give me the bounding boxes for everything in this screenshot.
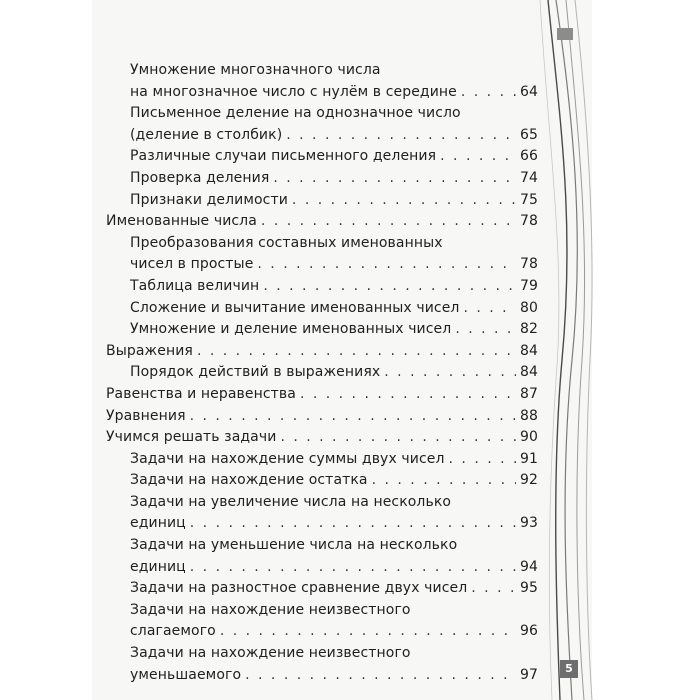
toc-label: чисел в простые (130, 256, 254, 273)
toc-page-number: 88 (519, 407, 538, 424)
toc-page-number: 80 (519, 299, 538, 316)
toc-entry (106, 211, 538, 233)
toc-line (106, 341, 538, 363)
toc-page-number: 97 (519, 666, 538, 683)
toc-line (106, 470, 538, 492)
toc-line (106, 298, 538, 320)
toc-page-number: 95 (519, 580, 538, 597)
toc-label: Задачи на уменьшение числа на несколько (130, 537, 458, 554)
toc-entry (106, 103, 538, 146)
toc-line (106, 643, 538, 665)
toc-entry (106, 384, 538, 406)
toc-line (106, 190, 538, 212)
toc-entry (106, 168, 538, 190)
toc-entry (106, 276, 538, 298)
toc-label: слагаемого (130, 623, 216, 640)
toc-label: Признаки делимости (130, 191, 288, 208)
toc-line (106, 427, 538, 449)
toc-label: Умножение многозначного числа (130, 62, 381, 78)
toc-leader-dots (461, 82, 516, 104)
toc-line (106, 600, 538, 622)
toc-page-number: 64 (519, 83, 538, 100)
toc-page-number: 92 (519, 472, 538, 489)
toc-page-number: 82 (519, 321, 538, 338)
toc-entry (106, 341, 538, 363)
toc-line (106, 665, 538, 687)
toc-entry (106, 362, 538, 384)
toc-label: уменьшаемого (130, 666, 242, 683)
toc-entry (106, 190, 538, 212)
toc-label: Учимся решать задачи (106, 429, 277, 446)
toc-line (106, 254, 538, 276)
toc-page-number: 74 (519, 169, 538, 186)
toc-page-number: 87 (519, 385, 538, 402)
toc-page-number: 96 (519, 623, 538, 640)
toc-label: Задачи на увеличение числа на несколько (130, 493, 452, 510)
toc-leader-dots (286, 125, 516, 147)
toc-label: единиц (130, 558, 186, 575)
toc-label: Именованные числа (106, 213, 257, 230)
toc-line (106, 125, 538, 147)
toc-leader-dots (455, 319, 516, 341)
toc-page-number: 84 (519, 342, 538, 359)
corner-tab (557, 28, 573, 40)
toc-page-number: 65 (519, 126, 538, 143)
toc-entry (106, 146, 538, 168)
toc-label: Задачи на нахождение суммы двух чисел (130, 450, 445, 467)
toc-line (106, 384, 538, 406)
toc-page-number: 93 (519, 515, 538, 532)
toc-label: Выражения (106, 342, 193, 359)
toc-line (106, 82, 538, 104)
toc-leader-dots (220, 621, 516, 643)
toc-leader-dots (190, 557, 516, 579)
toc-entry (106, 298, 538, 320)
toc-line (106, 233, 538, 255)
toc-page-number: 79 (519, 277, 538, 294)
toc-leader-dots (257, 254, 516, 276)
toc-leader-dots (463, 298, 516, 320)
toc-label: (деление в столбик) (130, 126, 283, 143)
toc-label: Задачи на нахождение неизвестного (130, 645, 411, 662)
toc-line (106, 449, 538, 471)
toc-label: Уравнения (106, 407, 186, 424)
toc-leader-dots (245, 665, 516, 687)
toc-page-number: 78 (519, 213, 538, 230)
toc-label: единиц (130, 515, 186, 532)
toc-line (106, 362, 538, 384)
toc-leader-dots (190, 406, 516, 428)
toc-page-number: 91 (519, 450, 538, 467)
toc-label: Сложение и вычитание именованных чисел (130, 299, 460, 316)
toc-page-number: 66 (519, 148, 538, 165)
toc-leader-dots (449, 449, 516, 471)
toc-page-number: 94 (519, 558, 538, 575)
toc-entry (106, 643, 538, 686)
toc-entry (106, 535, 538, 578)
toc-line (106, 406, 538, 428)
toc-entry (106, 60, 538, 103)
table-of-contents (106, 60, 538, 686)
toc-page-number: 78 (519, 256, 538, 273)
toc-line (106, 535, 538, 557)
toc-entry (106, 578, 538, 600)
toc-line (106, 578, 538, 600)
toc-leader-dots (384, 362, 516, 384)
toc-label: Задачи на нахождение неизвестного (130, 601, 411, 618)
toc-leader-dots (190, 513, 516, 535)
toc-line (106, 60, 538, 82)
toc-entry (106, 600, 538, 643)
toc-entry (106, 233, 538, 276)
toc-leader-dots (273, 168, 516, 190)
toc-line (106, 557, 538, 579)
toc-leader-dots (197, 341, 516, 363)
toc-line (106, 513, 538, 535)
toc-entry (106, 449, 538, 471)
toc-line (106, 492, 538, 514)
toc-label: на многозначное число с нулём в середине (130, 83, 457, 100)
toc-line (106, 103, 538, 125)
toc-leader-dots (471, 578, 516, 600)
toc-line (106, 146, 538, 168)
toc-line (106, 319, 538, 341)
toc-leader-dots (280, 427, 516, 449)
toc-entry (106, 406, 538, 428)
toc-label: Задачи на нахождение остатка (130, 472, 368, 489)
toc-line (106, 621, 538, 643)
toc-entry (106, 319, 538, 341)
toc-label: Проверка деления (130, 169, 270, 186)
toc-label: Преобразования составных именованных (130, 234, 443, 251)
toc-leader-dots (300, 384, 516, 406)
toc-label: Задачи на разностное сравнение двух чисел (130, 580, 468, 597)
toc-leader-dots (263, 276, 516, 298)
toc-label: Письменное деление на однозначное число (130, 105, 461, 122)
toc-leader-dots (292, 190, 516, 212)
toc-entry (106, 492, 538, 535)
toc-label: Таблица величин (130, 277, 260, 294)
toc-line (106, 211, 538, 233)
toc-leader-dots (372, 470, 516, 492)
toc-leader-dots (440, 146, 516, 168)
toc-entry (106, 427, 538, 449)
toc-label: Равенства и неравенства (106, 385, 296, 402)
toc-leader-dots (261, 211, 516, 233)
toc-page-number: 84 (519, 364, 538, 381)
toc-line (106, 168, 538, 190)
toc-label: Различные случаи письменного деления (130, 148, 437, 165)
toc-page-number: 75 (519, 191, 538, 208)
page-number: 5 (560, 660, 578, 678)
toc-page-number: 90 (519, 429, 538, 446)
toc-label: Порядок действий в выражениях (130, 364, 381, 381)
toc-label: Умножение и деление именованных чисел (130, 321, 452, 338)
toc-line (106, 276, 538, 298)
toc-entry (106, 470, 538, 492)
